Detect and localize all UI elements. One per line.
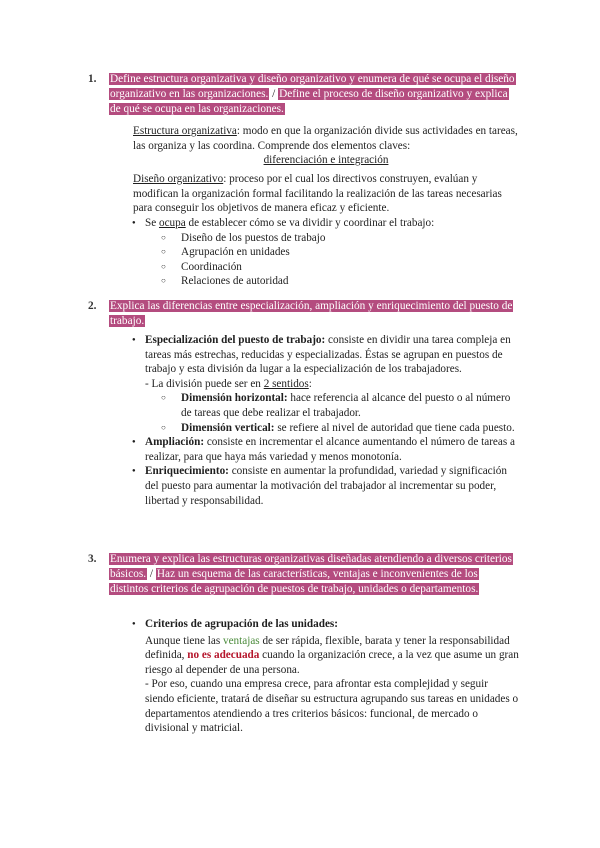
list-item <box>145 391 519 420</box>
list-item: ○ Diseño de los puestos de trabajo <box>145 231 519 246</box>
vertical-definition: se refiere al nivel de autoridad que tiene cada puesto. <box>274 421 515 434</box>
diseno-paragraph <box>133 172 519 216</box>
division-text: : <box>308 377 312 390</box>
list-item: ○ Coordinación <box>145 260 519 275</box>
enriquecimiento-definition: consiste en aumentar la profundidad, variedad y significación del puesto para aumentar la motivación del trabajador al incrementar su poder, libertad y responsabilidad. <box>145 465 507 507</box>
bullet-underlined: ocupa <box>158 217 186 229</box>
question-2-number: 2. <box>88 300 97 312</box>
q1-bullet-list <box>133 216 519 289</box>
question-2-title <box>109 299 518 329</box>
estructura-definition: : modo en que la organización divide sus actividades en tareas, las organiza y las coordina. Comprende dos elementos claves: <box>133 125 518 152</box>
division-text: - La división puede ser en <box>145 377 264 390</box>
question-3-title-a: Enumera y explica las estructuras organizativas diseñadas atendiendo a diversos criterios básicos. <box>110 553 512 580</box>
no-adecuada-highlight: no es adecuada <box>187 649 260 662</box>
diseno-definition: : proceso por el cual los directivos construyen, evalúan y modifican la organización formal facilitando la realización de las tareas necesarias para conseguir los objetivos de manera eficaz y eficiente. <box>133 173 502 215</box>
estructura-center-line <box>133 153 519 167</box>
paragraph-text: Aunque tiene las <box>145 634 223 647</box>
bullet-text: de establecer cómo se va dividir y coordinar el trabajo: <box>185 217 435 229</box>
question-3-title-b: Haz un esquema de las características, ventajas e inconvenientes de los distintos criterios de agrupación de puestos de trabajo, unidades o departamentos. <box>110 568 479 595</box>
bullet-text: Se <box>145 217 159 229</box>
question-1-title-b: Define el proceso de diseño organizativo y explica de qué se ocupa en las organizaciones. <box>110 88 508 115</box>
q2-bullet-list <box>133 333 519 508</box>
list-item <box>145 421 519 436</box>
horizontal-definition: hace referencia al alcance del puesto o al número de tareas que debe realizar el trabajador. <box>181 392 511 419</box>
division-underlined: 2 sentidos <box>263 377 309 390</box>
ventajas-highlight: ventajas <box>222 634 260 647</box>
division-line <box>145 377 519 392</box>
q2-sub-list <box>145 391 519 435</box>
question-1-title <box>109 72 518 117</box>
criterios-paragraph-2: - Por eso, cuando una empresa crece, para afrontar esta complejidad y seguir siendo eficiente, tratará de diseñar su estructura agrupando sus tareas en unidades o departamentos atendiendo a tres criterios básicos: funcional, de mercado o divisional y matricial. <box>145 678 519 735</box>
question-3-number: 3. <box>88 553 97 565</box>
question-1-separator: / <box>269 88 279 100</box>
vertical-term: Dimensión vertical: <box>181 421 275 434</box>
estructura-term: Estructura organizativa <box>133 125 237 137</box>
list-item <box>133 216 519 289</box>
list-item <box>133 333 519 435</box>
q3-bullet-list <box>133 617 519 736</box>
especializacion-term: Especialización del puesto de trabajo: <box>145 334 326 346</box>
paragraph-text: cuando la organización crece, a la vez que asume un gran riesgo al depender de una persona. <box>145 649 519 676</box>
ampliacion-definition: consiste en incrementar el alcance aumentando el número de tareas a realizar, para que haya más variedad y menos monotonía. <box>145 436 515 463</box>
enriquecimiento-term: Enriquecimiento: <box>145 465 229 478</box>
horizontal-term: Dimensión horizontal: <box>181 392 288 405</box>
estructura-center-text: diferenciación e integración <box>263 154 389 166</box>
especializacion-definition: consiste en dividir una tarea compleja en tareas más estrechas, reducidas y especializadas. Éstas se agrupan en puestos de trabajo y esta división da lugar a la especialización de los trabajadores. <box>145 334 511 376</box>
question-2-title-text: Explica las diferencias entre especialización, ampliación y enriquecimiento del puesto de trabajo. <box>110 300 513 327</box>
question-3-separator: / <box>147 568 156 580</box>
list-item <box>133 435 519 464</box>
question-1-number: 1. <box>88 73 97 85</box>
list-item <box>133 464 519 508</box>
list-item: ○ Relaciones de autoridad <box>145 274 519 289</box>
criterios-term: Criterios de agrupación de las unidades: <box>145 618 338 630</box>
ampliacion-term: Ampliación: <box>145 436 205 449</box>
question-3-title <box>109 552 518 597</box>
question-1-title-a: Define estructura organizativa y diseño organizativo y enumera de qué se ocupa el diseño organizativo en las organizaciones. <box>110 73 515 100</box>
list-item <box>133 617 519 736</box>
criterios-paragraph-1 <box>145 634 519 678</box>
q1-sub-list <box>145 231 519 289</box>
estructura-paragraph <box>133 124 519 153</box>
diseno-term: Diseño organizativo <box>133 173 224 185</box>
list-item: ○ Agrupación en unidades <box>145 245 519 260</box>
paragraph-text: de ser rápida, flexible, barata y tener la responsabilidad definida, <box>145 634 510 662</box>
